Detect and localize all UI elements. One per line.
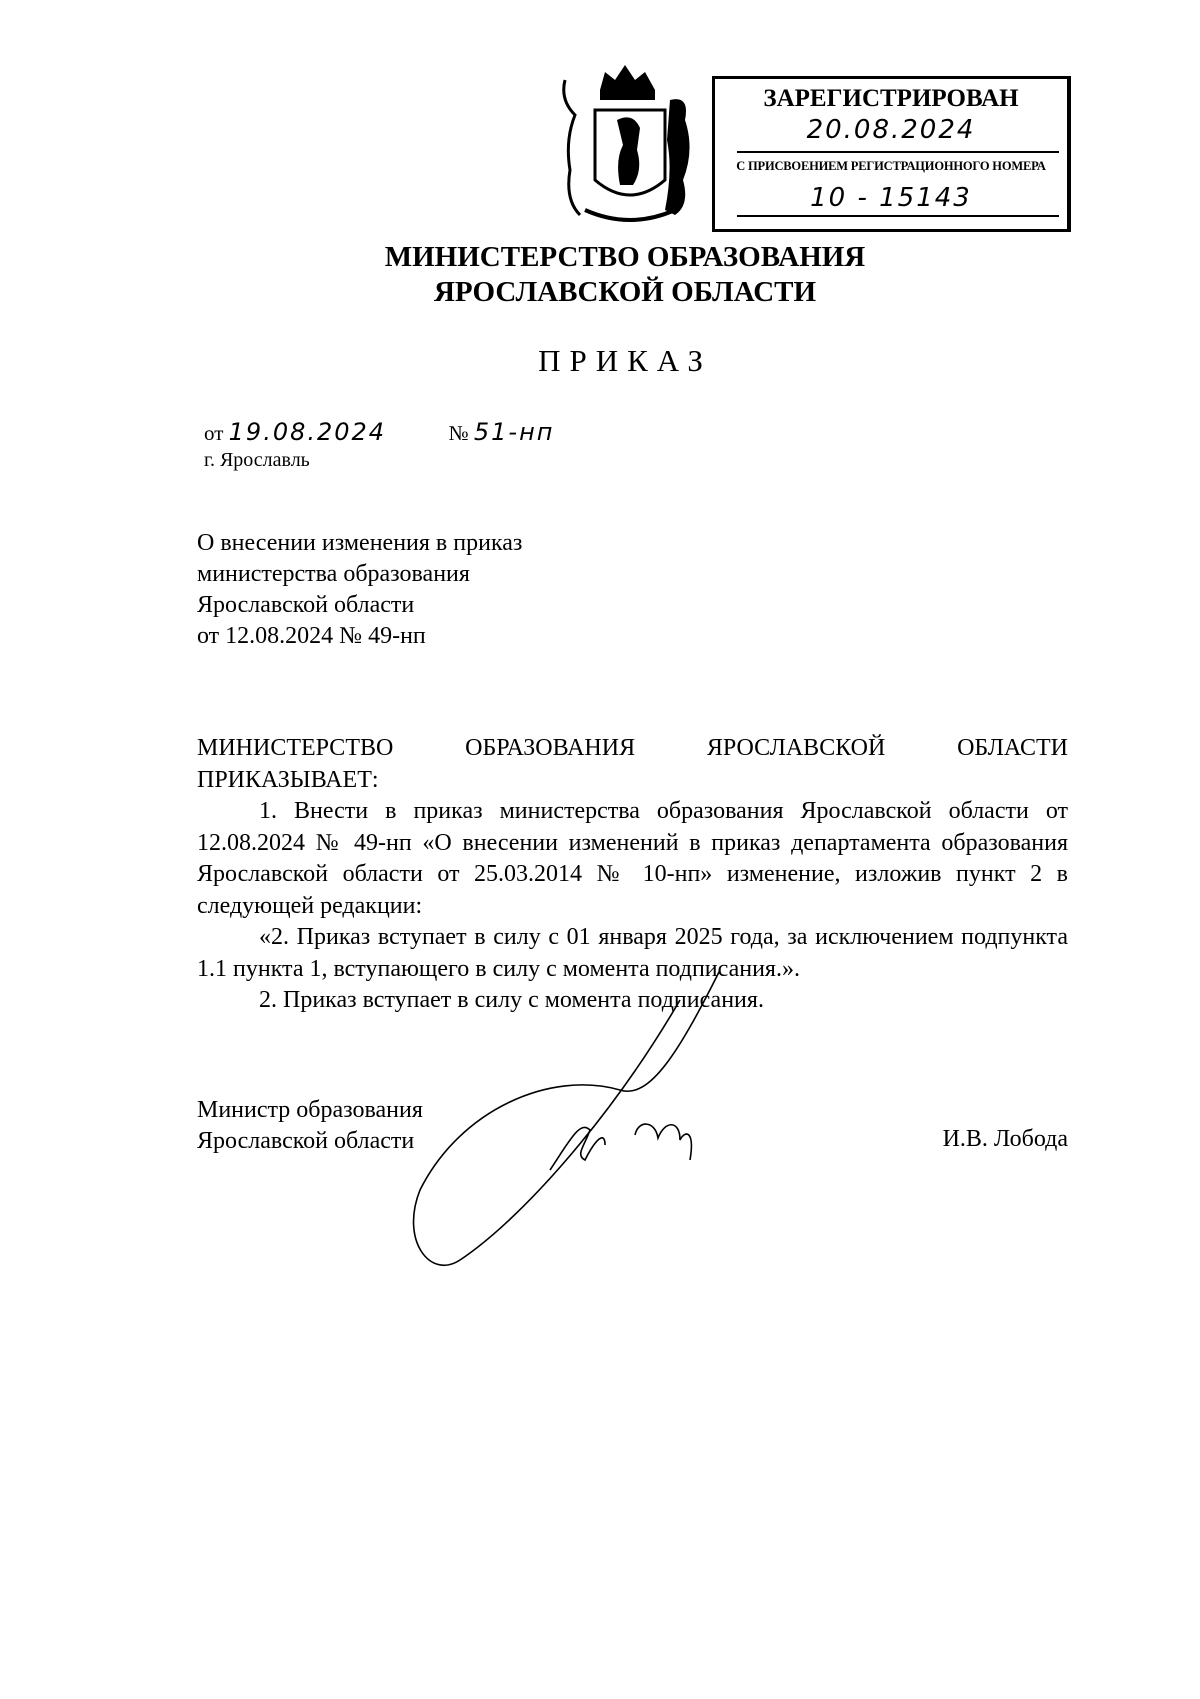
subject-line: от 12.08.2024 № 49-нп [197, 623, 426, 649]
handwritten-signature [380, 970, 740, 1290]
registration-stamp [712, 76, 1071, 232]
stamp-divider [737, 151, 1059, 153]
date-prefix: от [204, 421, 224, 445]
org-line: МИНИСТЕРСТВО ОБРАЗОВАНИЯ [384, 241, 866, 273]
document-subject [197, 528, 522, 652]
paragraph-item-1: 1. Внести в приказ министерства образования Ярославской области от 12.08.2024 № 49-нп «О внесении изменений в приказ департамента образования Ярославской области от 25.03.2014 № 10-нп» изменение, изложив пункт 2 в следующей редакции: [197, 798, 1068, 919]
document-date: 19.08.2024 [228, 418, 387, 446]
stamp-subtitle: С ПРИСВОЕНИЕМ РЕГИСТРАЦИОННОГО НОМЕРА [736, 159, 1046, 173]
coat-of-arms-emblem [545, 60, 715, 230]
position-line: Ярославской области [197, 1128, 415, 1154]
number-prefix: № [448, 421, 469, 445]
stamp-number: 10 - 15143 [810, 183, 972, 213]
document-type: ПРИКАЗ [538, 343, 712, 378]
organization-name [0, 240, 1200, 310]
org-line: ЯРОСЛАВСКОЙ ОБЛАСТИ [433, 276, 817, 308]
subject-line: Ярославской области [197, 592, 415, 618]
position-line: Министр образования [197, 1097, 423, 1123]
stamp-title: ЗАРЕГИСТРИРОВАН [763, 85, 1019, 112]
paragraph-item-2: 2. Приказ вступает в силу с момента подписания. [259, 987, 764, 1013]
paragraph-quote: «2. Приказ вступает в силу с 01 января 2025 года, за исключением подпункта 1.1 пункта 1, вступающего в силу с момента подписания.». [197, 924, 1068, 982]
city: г. Ярославль [204, 449, 310, 471]
stamp-date: 20.08.2024 [806, 115, 976, 145]
preamble: МИНИСТЕРСТВО ОБРАЗОВАНИЯ ЯРОСЛАВСКОЙ ОБЛАСТИ [197, 735, 1068, 761]
preamble: ПРИКАЗЫВАЕТ: [197, 766, 379, 793]
document-date-number [204, 418, 554, 446]
subject-line: министерства образования [197, 561, 470, 587]
stamp-divider [737, 215, 1059, 217]
document-number: 51-нп [473, 418, 555, 446]
subject-line: О внесении изменения в приказ [197, 530, 523, 556]
signatory-name: И.В. Лобода [942, 1126, 1068, 1152]
